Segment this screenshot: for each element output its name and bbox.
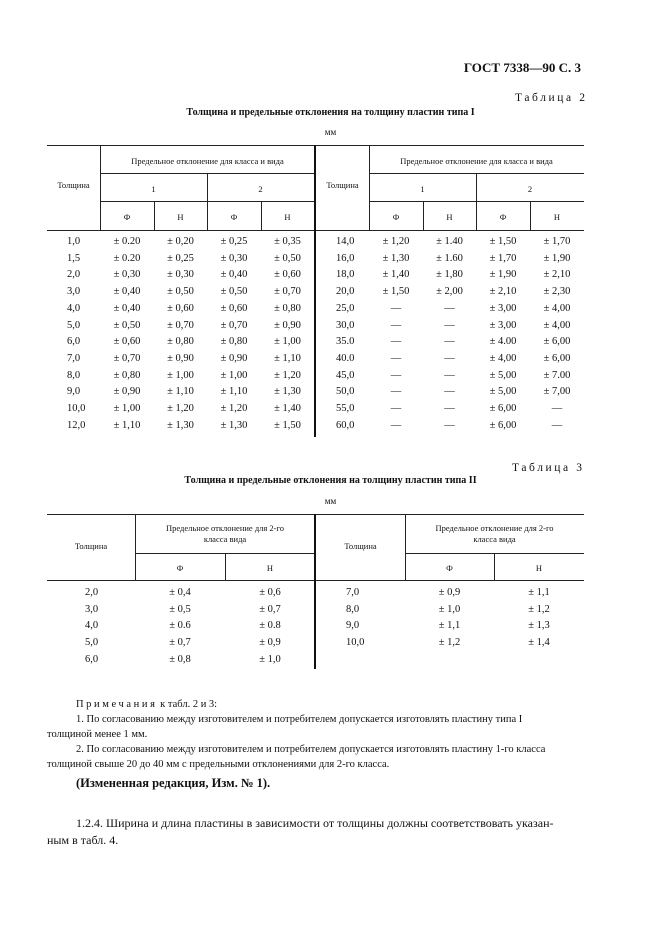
note1-line2: толщиной менее 1 мм. xyxy=(47,729,148,740)
t2-left-cell: ± 0.20 xyxy=(113,236,141,247)
amendment-note: (Измененная редакция, Изм. № 1). xyxy=(76,776,271,790)
t2-left-cell: ± 0,90 xyxy=(113,386,141,398)
t3-right-cell: ± 1,2 xyxy=(438,637,461,649)
table2-label: Таблица 2 xyxy=(515,92,588,104)
t2-right-cell: — xyxy=(444,403,455,414)
notes-title-rest: к табл. 2 и 3: xyxy=(157,699,218,710)
t3-right-cell: ± 0,9 xyxy=(438,587,461,598)
t2-left-cell: ± 0.20 xyxy=(113,252,141,264)
t2-right-cell: ± 2,10 xyxy=(489,286,517,298)
t2-right-cell: — xyxy=(444,369,455,381)
t2-right-cell: — xyxy=(390,302,402,314)
t2-left-cell: 6,0 xyxy=(67,336,81,348)
t2-right-cell: ± 1,90 xyxy=(543,252,571,264)
table3-label: Таблица 3 xyxy=(512,462,585,474)
t2-right-cell: 60,0 xyxy=(336,419,355,431)
t3-right-cell: ± 1,0 xyxy=(438,603,461,615)
t2-left-cell: ± 1,00 xyxy=(167,369,194,381)
t3-right-cell: ± 1,1 xyxy=(528,587,550,598)
t2-right-cell: — xyxy=(390,352,402,364)
t3-left-cell: ± 0,6 xyxy=(259,587,281,598)
t2-right-cell: ± 1,70 xyxy=(543,236,571,247)
t2-right-cell: ± 1,80 xyxy=(436,269,463,281)
t2-left-cell: 4,0 xyxy=(67,302,81,314)
t3-left-cell: ± 0.6 xyxy=(169,620,191,632)
t2-left-cell: ± 0,25 xyxy=(167,252,194,264)
t2-left-cell: ± 1,30 xyxy=(167,419,194,431)
t2-right-cell: — xyxy=(390,419,402,431)
t3-left-cell: ± 1,0 xyxy=(259,653,281,665)
table3-title: Толщина и предельные отклонения на толщину пластин типа II xyxy=(184,475,477,486)
t2-left-cell: ± 1,10 xyxy=(274,352,301,364)
t3-right-cell: ± 1,3 xyxy=(528,620,550,632)
t2-left-cell: 2,0 xyxy=(67,269,81,281)
t2-right-cell: ± 6,00 xyxy=(543,352,571,364)
t2-right-cell: ± 1.40 xyxy=(436,236,463,247)
t2-left-cell: ± 0,50 xyxy=(274,252,301,264)
t2-kind-n-1: Н xyxy=(177,212,184,222)
t2-right-cell: ± 7.00 xyxy=(543,369,571,381)
t2-left-cell: ± 0,30 xyxy=(167,269,194,281)
t2-left-cell: ± 1,10 xyxy=(167,386,194,398)
t2-right-cell: 25,0 xyxy=(336,302,355,314)
t3-right-cell: 8,0 xyxy=(346,603,360,615)
t3-col-thickness-left: Толщина xyxy=(74,541,108,551)
t2-left-cell: ± 0,35 xyxy=(274,236,301,247)
t2-right-cell: ± 5,00 xyxy=(489,369,517,381)
t2-right-cell: — xyxy=(390,403,402,414)
t2-col-thickness-right: Толщина xyxy=(326,180,359,190)
notes-title-spaced: Примечания xyxy=(76,699,158,710)
t3-group-header-left-1: Предельное отклонение для 2-го xyxy=(165,523,285,533)
t2-right-cell: ± 6,00 xyxy=(489,403,517,414)
t2-left-cell: ± 0,60 xyxy=(113,336,141,348)
t2-left-cell: ± 0,70 xyxy=(167,319,194,331)
t3-right-cell: ± 1,2 xyxy=(528,603,550,615)
t2-left-cell: ± 0,50 xyxy=(220,286,248,298)
t2-right-cell: — xyxy=(444,386,455,398)
t3-left-cell: ± 0,7 xyxy=(259,603,281,615)
note2-line2: толщиной свыше 20 до 40 мм с предельными отклонениями для 2-го класса. xyxy=(47,759,390,770)
note1-line1: 1. По согласованию между изготовителем и потребителем допускается изготовлять пластину типа I xyxy=(76,714,523,725)
t3-left-cell: ± 0,4 xyxy=(169,587,191,598)
t2-right-cell: ± 1,50 xyxy=(382,286,410,298)
t2-group-header-right: Предельное отклонение для класса и вида xyxy=(400,156,553,166)
t3-left-cell: 4,0 xyxy=(85,620,99,632)
t2-left-cell: ± 1,30 xyxy=(220,419,248,431)
t2-right-cell: — xyxy=(444,302,455,314)
t3-col-thickness-right: Толщина xyxy=(344,541,377,551)
t2-left-cell: ± 0,40 xyxy=(113,302,141,314)
t3-left-cell: ± 0,8 xyxy=(169,653,191,665)
table2-unit: мм xyxy=(324,127,337,137)
t2-right-cell: ± 4,00 xyxy=(543,319,571,331)
t2-class2-left: 2 xyxy=(258,184,263,194)
t3-left-cell: ± 0.8 xyxy=(259,620,281,632)
t2-right-cell: ± 5,00 xyxy=(489,386,517,398)
t2-kind-f-1: Ф xyxy=(123,212,131,222)
t3-kind-n-right: Н xyxy=(535,563,543,573)
t3-kind-f-right: Ф xyxy=(446,563,453,573)
t3-right-cell: 10,0 xyxy=(346,637,365,649)
t2-right-cell: — xyxy=(390,336,402,348)
t2-left-cell: ± 1,20 xyxy=(167,403,194,414)
t2-left-cell: ± 0,60 xyxy=(167,302,194,314)
t2-right-cell: ± 6,00 xyxy=(543,336,571,348)
t3-right-cell: 7,0 xyxy=(346,587,360,598)
t2-right-cell: ± 1,20 xyxy=(382,236,410,247)
t2-left-cell: 5,0 xyxy=(67,319,81,331)
note2-line1: 2. По согласованию между изготовителем и потребителем допускается изготовлять пластину 1-го класса xyxy=(76,744,546,755)
t2-left-cell: ± 0,90 xyxy=(274,319,301,331)
paragraph-line1: 1.2.4. Ширина и длина пластины в зависимости от толщины должны соответствовать указан- xyxy=(76,816,554,830)
t2-left-cell: ± 1,00 xyxy=(220,369,248,381)
t2-right-cell: ± 1,90 xyxy=(489,269,517,281)
t2-right-cell: — xyxy=(444,352,455,364)
t2-right-cell: — xyxy=(551,419,563,431)
t2-left-cell: 7,0 xyxy=(67,352,81,364)
t2-right-cell: 45,0 xyxy=(336,369,355,381)
t2-class1-left: 1 xyxy=(151,184,156,194)
t2-right-cell: ± 3,00 xyxy=(489,302,517,314)
t3-left-cell: 5,0 xyxy=(85,637,99,649)
t3-right-cell: ± 1,1 xyxy=(438,620,461,632)
t2-left-cell: 9,0 xyxy=(67,386,81,398)
t2-left-cell: ± 0,70 xyxy=(220,319,248,331)
t2-class2-right: 2 xyxy=(527,184,533,194)
t2-left-cell: ± 1,30 xyxy=(274,386,301,398)
t2-left-cell: ± 1,50 xyxy=(274,419,301,431)
t2-right-cell: ± 1,70 xyxy=(489,252,517,264)
t3-left-cell: 3,0 xyxy=(85,603,99,615)
notes-title xyxy=(76,697,217,712)
t2-left-cell: ± 1,00 xyxy=(113,403,141,414)
t2-left-cell: ± 1,20 xyxy=(220,403,248,414)
t3-left-cell: 2,0 xyxy=(85,587,99,598)
t2-kind-f-3: Ф xyxy=(392,212,400,222)
t3-left-cell: ± 0,9 xyxy=(259,637,281,649)
t2-left-cell: ± 0,40 xyxy=(113,286,141,298)
t3-group-header-left-2: класса вида xyxy=(203,534,247,544)
t2-left-cell: 10,0 xyxy=(67,403,86,414)
t3-left-cell: ± 0,7 xyxy=(169,637,191,649)
t2-left-cell: 1,0 xyxy=(67,236,81,247)
t2-left-cell: ± 0,80 xyxy=(274,302,301,314)
t2-left-cell: ± 1,20 xyxy=(274,369,301,381)
t2-right-cell: 40.0 xyxy=(336,352,355,364)
t2-left-cell: 12,0 xyxy=(67,419,86,431)
t2-left-cell: ± 0,30 xyxy=(220,252,248,264)
t2-kind-n-2: Н xyxy=(284,212,291,222)
table3-unit: мм xyxy=(324,496,337,506)
t2-col-thickness-left: Толщина xyxy=(57,180,90,190)
t3-kind-n-left: Н xyxy=(266,563,274,573)
t3-left-cell: ± 0,5 xyxy=(169,603,191,615)
t2-left-cell: 1,5 xyxy=(67,252,81,264)
t2-right-cell: 16,0 xyxy=(336,252,355,264)
t2-right-cell: ± 1,40 xyxy=(382,269,410,281)
t2-kind-f-4: Ф xyxy=(499,212,507,222)
t3-kind-f-left: Ф xyxy=(176,563,184,573)
t2-right-cell: ± 3,00 xyxy=(489,319,517,331)
t2-left-cell: ± 0,40 xyxy=(220,269,248,281)
t2-right-cell: 20,0 xyxy=(336,286,355,298)
t3-left-cell: 6,0 xyxy=(85,653,99,665)
t2-right-cell: — xyxy=(390,319,402,331)
t2-right-cell: 18,0 xyxy=(336,269,355,281)
t2-right-cell: — xyxy=(390,386,402,398)
t2-left-cell: 3,0 xyxy=(67,286,81,298)
t2-left-cell: ± 0,30 xyxy=(113,269,141,281)
t2-right-cell: ± 4.00 xyxy=(489,336,517,348)
document-header: ГОСТ 7338—90 С. 3 xyxy=(463,60,581,75)
t2-right-cell: — xyxy=(444,336,455,348)
t2-right-cell: — xyxy=(551,403,563,414)
t3-group-header-right-2: класса вида xyxy=(473,534,516,544)
t2-group-header-left: Предельное отклонение для класса и вида xyxy=(131,156,284,166)
t3-right-cell: 9,0 xyxy=(346,620,360,632)
paragraph-line2: ным в табл. 4. xyxy=(47,833,119,847)
t2-left-cell: ± 0,50 xyxy=(167,286,194,298)
t2-right-cell: ± 2,30 xyxy=(543,286,571,298)
t2-left-cell: ± 0,90 xyxy=(220,352,248,364)
t2-right-cell: ± 1,30 xyxy=(382,252,410,264)
t2-right-cell: 55,0 xyxy=(336,403,355,414)
t2-left-cell: ± 0,25 xyxy=(220,236,248,247)
t2-left-cell: ± 0,60 xyxy=(220,302,248,314)
t2-left-cell: ± 1,00 xyxy=(274,336,301,348)
t2-kind-n-4: Н xyxy=(553,212,561,222)
t2-right-cell: ± 7,00 xyxy=(543,386,571,398)
t2-right-cell: 35.0 xyxy=(336,336,355,348)
t2-right-cell: ± 2,00 xyxy=(436,286,463,298)
t2-left-cell: ± 1,10 xyxy=(113,419,141,431)
table2-title: Толщина и предельные отклонения на толщину пластин типа I xyxy=(186,107,475,118)
t2-right-cell: ± 2,10 xyxy=(543,269,571,281)
t2-right-cell: — xyxy=(444,319,455,331)
t2-left-cell: ± 0,70 xyxy=(274,286,301,298)
t2-left-cell: ± 0,50 xyxy=(113,319,141,331)
t2-left-cell: ± 0,20 xyxy=(167,236,194,247)
t2-left-cell: ± 0,80 xyxy=(167,336,194,348)
t2-right-cell: ± 1,50 xyxy=(489,236,517,247)
t2-left-cell: ± 0,90 xyxy=(167,352,194,364)
t2-left-cell: ± 0,80 xyxy=(113,369,141,381)
t2-right-cell: ± 4,00 xyxy=(543,302,571,314)
t2-left-cell: ± 1,10 xyxy=(220,386,248,398)
t2-left-cell: ± 0,80 xyxy=(220,336,248,348)
t2-right-cell: 50,0 xyxy=(336,386,355,398)
t2-right-cell: ± 4,00 xyxy=(489,352,517,364)
t2-right-cell: ± 1.60 xyxy=(436,252,463,264)
t2-right-cell: 30,0 xyxy=(336,319,355,331)
t3-group-header-right-1: Предельное отклонение для 2-го xyxy=(435,523,554,533)
t2-class1-right: 1 xyxy=(420,184,425,194)
t2-kind-n-3: Н xyxy=(446,212,453,222)
t2-right-cell: — xyxy=(390,369,402,381)
t2-right-cell: ± 6,00 xyxy=(489,419,517,431)
t3-right-cell: ± 1,4 xyxy=(528,637,550,649)
t2-left-cell: 8,0 xyxy=(67,369,81,381)
t2-right-cell: 14,0 xyxy=(336,236,355,247)
t2-right-cell: — xyxy=(444,419,455,431)
t2-left-cell: ± 1,40 xyxy=(274,403,301,414)
t2-left-cell: ± 0,70 xyxy=(113,352,141,364)
t2-left-cell: ± 0,60 xyxy=(274,269,301,281)
t2-kind-f-2: Ф xyxy=(230,212,238,222)
